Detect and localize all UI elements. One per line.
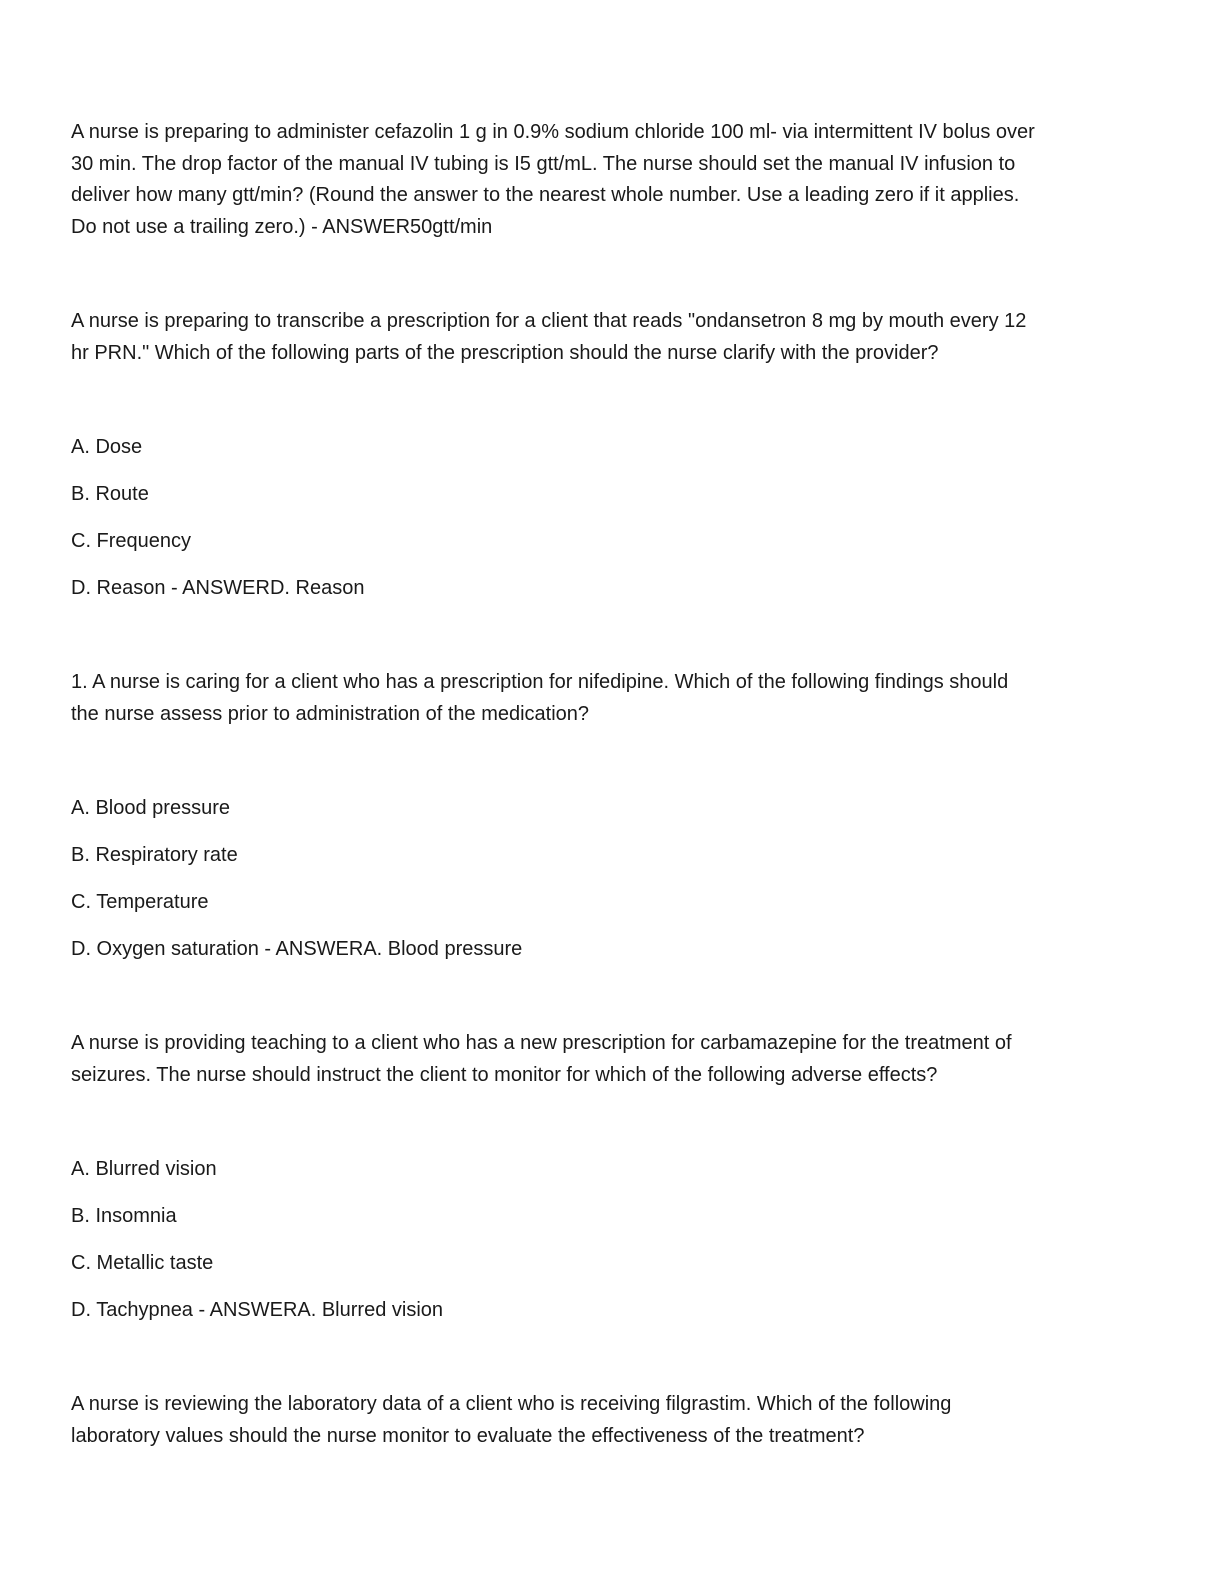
- question-5-line-1: A nurse is reviewing the laboratory data of a client who is receiving filgrastim. Which of the following: [71, 1393, 952, 1415]
- question-2-text: [71, 306, 1141, 369]
- question-1-line-3: deliver how many gtt/min? (Round the answer to the nearest whole number. Use a leading zero if it applies.: [71, 184, 1020, 206]
- question-3-option-b: B. Respiratory rate: [71, 844, 238, 866]
- question-4-line-2: seizures. The nurse should instruct the client to monitor for which of the following adverse effects?: [71, 1063, 938, 1086]
- question-2-line-1: A nurse is preparing to transcribe a prescription for a client that reads "ondansetron 8 mg by mouth every 12: [71, 310, 1027, 332]
- question-1-line-4: Do not use a trailing zero.) - ANSWER50gtt/min: [71, 215, 493, 238]
- question-5-text: [71, 1389, 1141, 1452]
- question-2-option-d: D. Reason - ANSWERD. Reason: [71, 577, 365, 599]
- question-4-text: [71, 1028, 1141, 1091]
- question-1-text: [71, 117, 1141, 243]
- question-3-option-a: A. Blood pressure: [71, 797, 230, 819]
- question-5-line-2: laboratory values should the nurse monitor to evaluate the effectiveness of the treatment?: [71, 1424, 865, 1447]
- question-2-option-c: C. Frequency: [71, 530, 192, 552]
- question-2-option-b: B. Route: [71, 483, 149, 505]
- question-3-line-1: 1. A nurse is caring for a client who has a prescription for nifedipine. Which of the following findings should: [71, 671, 1009, 693]
- question-4-option-a: A. Blurred vision: [71, 1158, 217, 1180]
- question-2-option-a: A. Dose: [71, 436, 143, 458]
- question-3-text: [71, 667, 1141, 730]
- question-3-option-d: D. Oxygen saturation - ANSWERA. Blood pressure: [71, 938, 523, 960]
- question-4-line-1: A nurse is providing teaching to a client who has a new prescription for carbamazepine for the treatment of: [71, 1032, 1012, 1054]
- question-4-option-b: B. Insomnia: [71, 1205, 177, 1227]
- question-3-option-c: C. Temperature: [71, 891, 209, 913]
- question-4-option-c: C. Metallic taste: [71, 1252, 214, 1274]
- question-4-option-d: D. Tachypnea - ANSWERA. Blurred vision: [71, 1299, 444, 1321]
- question-2-line-2: hr PRN." Which of the following parts of the prescription should the nurse clarify with the provider?: [71, 341, 939, 364]
- question-3-line-2: the nurse assess prior to administration of the medication?: [71, 702, 590, 725]
- question-1-line-2: 30 min. The drop factor of the manual IV tubing is I5 gtt/mL. The nurse should set the manual IV infusion to: [71, 152, 1016, 175]
- question-1-line-1: A nurse is preparing to administer cefazolin 1 g in 0.9% sodium chloride 100 ml- via intermittent IV bolus over: [71, 121, 1035, 143]
